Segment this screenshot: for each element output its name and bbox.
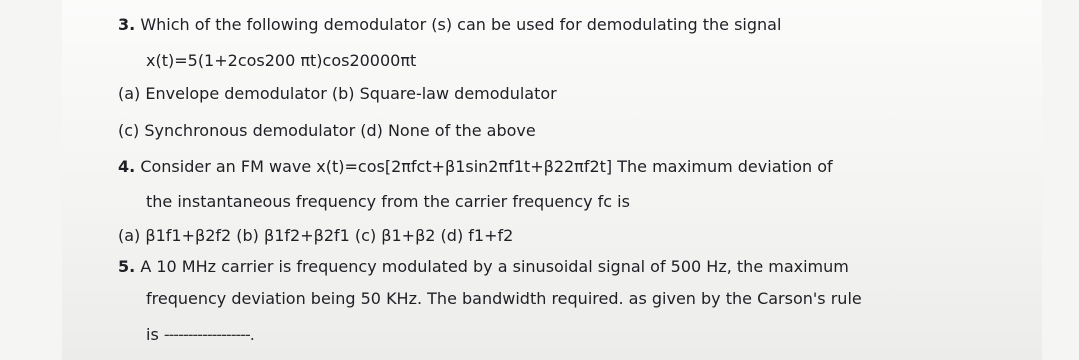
question-4-stem-line-1	[118, 156, 833, 178]
question-5-number: 5.	[118, 257, 136, 276]
question-4-text: Consider an FM wave x(t)=cos[2πfct+β1sin2πf1t+β22πf2t] The maximum deviation of	[140, 157, 833, 176]
question-5-stem-line-1	[118, 256, 849, 278]
question-5-stem-line-3	[146, 324, 254, 346]
question-5-text: A 10 MHz carrier is frequency modulated by a sinusoidal signal of 500 Hz, the maximum	[140, 257, 849, 276]
question-3-number: 3.	[118, 15, 136, 34]
answer-blank: ------------------.	[163, 325, 254, 344]
question-3-signal-expression: x(t)=5(1+2cos200 πt)cos20000πt	[146, 51, 417, 70]
question-5-stem-line-2: frequency deviation being 50 KHz. The bandwidth required. as given by the Carson's rule	[146, 289, 862, 308]
question-3-options-a-b: (a) Envelope demodulator (b) Square-law demodulator	[118, 84, 557, 103]
question-4-options: (a) β1f1+β2f2 (b) β1f2+β2f1 (c) β1+β2 (d) f1+f2	[118, 226, 514, 245]
question-5-is: is	[146, 325, 159, 344]
question-3-options-c-d: (c) Synchronous demodulator (d) None of the above	[118, 121, 536, 140]
question-3-text: Which of the following demodulator (s) can be used for demodulating the signal	[140, 15, 782, 34]
question-4-stem-line-2: the instantaneous frequency from the carrier frequency fc is	[146, 192, 630, 211]
question-3-stem-line-1	[118, 14, 781, 36]
question-4-number: 4.	[118, 157, 136, 176]
